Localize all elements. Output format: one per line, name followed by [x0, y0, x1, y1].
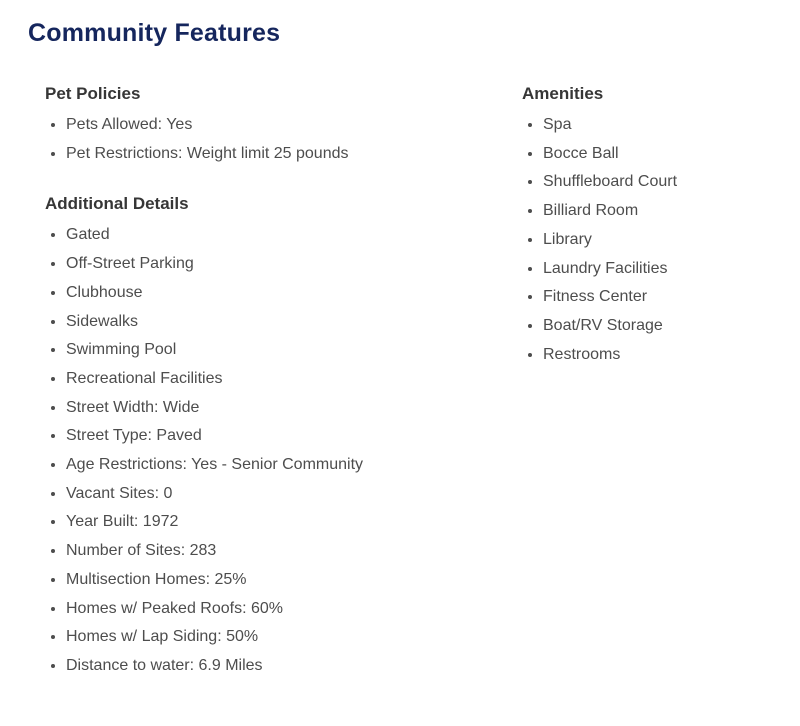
pet-policies-heading: Pet Policies: [45, 84, 141, 103]
community-features-page: [0, 18, 800, 726]
amenities-heading: Amenities: [522, 84, 604, 103]
list-item: • Billiard Room: [543, 197, 800, 226]
list-item: • Homes w/ Lap Siding: 50%: [66, 623, 522, 652]
additional-details-heading: Additional Details: [45, 194, 189, 214]
list-item: • Off-Street Parking: [66, 250, 522, 279]
list-item: • Street Type: Paved: [66, 422, 522, 451]
list-item: • Age Restrictions: Yes - Senior Community: [66, 451, 522, 480]
list-item: • Fitness Center: [543, 283, 800, 312]
list-item: • Vacant Sites: 0: [66, 480, 522, 509]
list-item: • Distance to water: 6.9 Miles: [66, 652, 522, 681]
right-column: [522, 84, 800, 701]
list-item: • Number of Sites: 283: [66, 537, 522, 566]
pet-policies-list: [45, 111, 522, 168]
list-item: • Year Built: 1972: [66, 508, 522, 537]
list-item: • Homes w/ Peaked Roofs: 60%: [66, 595, 522, 624]
list-item: • Gated: [66, 221, 522, 250]
list-item: • Pet Restrictions: Weight limit 25 pounds: [66, 140, 522, 169]
list-item: • Shuffleboard Court: [543, 168, 800, 197]
amenities-list: [522, 111, 800, 369]
list-item: • Bocce Ball: [543, 140, 800, 169]
list-item: • Street Width: Wide: [66, 394, 522, 423]
list-item: • Spa: [543, 111, 800, 140]
list-item: • Multisection Homes: 25%: [66, 566, 522, 595]
list-item: • Boat/RV Storage: [543, 312, 800, 341]
list-item: • Library: [543, 226, 800, 255]
list-item: • Pets Allowed: Yes: [66, 111, 522, 140]
section-pet-policies: [45, 84, 522, 168]
section-amenities: [522, 84, 800, 369]
list-item: • Laundry Facilities: [543, 255, 800, 284]
list-item: • Recreational Facilities: [66, 365, 522, 394]
section-additional-details: [45, 194, 522, 680]
list-item: • Swimming Pool: [66, 336, 522, 365]
list-item: • Restrooms: [543, 341, 800, 370]
additional-details-list: [45, 221, 522, 680]
features-columns: [45, 84, 800, 701]
page-title: Community Features: [28, 19, 281, 47]
left-column: [45, 84, 522, 701]
list-item: • Clubhouse: [66, 279, 522, 308]
list-item: • Sidewalks: [66, 308, 522, 337]
